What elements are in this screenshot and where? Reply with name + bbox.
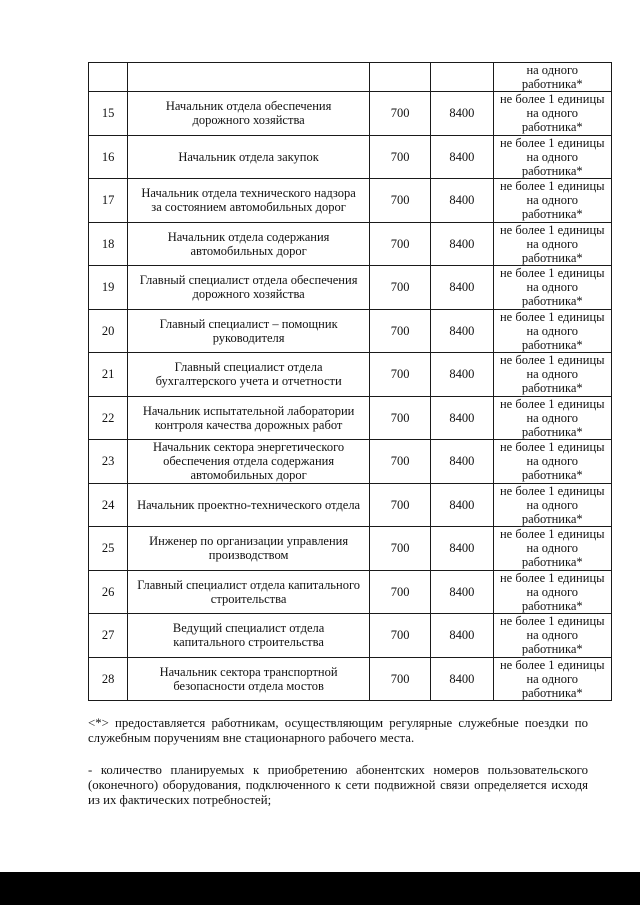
cell-position [128,527,370,571]
limit-line: не более 1 единицы [499,353,605,368]
limit-line: работника* [521,468,583,483]
cell-yearly: 8400 [431,222,493,266]
cell-cost: 700 [370,614,431,658]
position-line: Начальник сектора энергетического [153,440,345,455]
cell-limit [493,309,611,353]
notes-section [88,716,588,825]
position-line: Начальник сектора транспортной [159,664,338,679]
cell-limit [493,614,611,658]
limit-line: на одного [526,671,579,686]
cell-limit [493,570,611,614]
cell-yearly: 8400 [431,570,493,614]
limit-line: не более 1 единицы [499,396,605,411]
cell-yearly: 8400 [431,92,493,136]
table-row [89,309,612,353]
table-row [89,440,612,484]
cell-limit [493,92,611,136]
cell-yearly: 8400 [431,657,493,701]
limit-line: на одного [526,149,579,164]
cell-limit [493,440,611,484]
cell-limit [493,527,611,571]
position-line: за состоянием автомобильных дорог [151,200,346,215]
position-line: капитального строительства [173,635,324,650]
cell-limit [493,657,611,701]
table-row [89,353,612,397]
cell-position [128,222,370,266]
cell-number: 25 [89,527,128,571]
table-row-continued [89,63,612,92]
limit-line: работника* [521,511,583,526]
cell-position [128,92,370,136]
cell-yearly: 8400 [431,179,493,223]
limit-line: не более 1 единицы [499,440,605,455]
cell-number: 18 [89,222,128,266]
position-line: производством [208,548,289,563]
cell-cost: 700 [370,92,431,136]
position-line: автомобильных дорог [190,243,307,258]
position-line: Начальник отдела содержания [167,229,330,244]
limit-line: работника* [521,294,583,309]
cell-position [128,179,370,223]
cell-yearly: 8400 [431,440,493,484]
position-line: Главный специалист отдела [174,360,323,375]
limit-line: не более 1 единицы [499,135,605,150]
limit-line: работника* [521,250,583,265]
cell-number: 16 [89,135,128,179]
cell-cost: 700 [370,135,431,179]
cell-position [128,614,370,658]
limit-line: на одного [526,584,579,599]
cell-position [128,396,370,440]
cell-cost: 700 [370,657,431,701]
cell-number: 15 [89,92,128,136]
limit-line: на одного [526,628,579,643]
cell-number: 23 [89,440,128,484]
cell-cost: 700 [370,396,431,440]
cell-yearly [431,63,493,92]
cell-cost: 700 [370,527,431,571]
limit-line: не более 1 единицы [499,527,605,542]
limit-line: не более 1 единицы [499,222,605,237]
cell-yearly: 8400 [431,309,493,353]
table-row [89,527,612,571]
position-line: безопасности отдела мостов [173,678,324,693]
position-line: руководителя [212,330,285,345]
cell-cost: 700 [370,353,431,397]
cell-yearly: 8400 [431,266,493,310]
limit-line: работника* [521,381,583,396]
limit-line: работника* [521,337,583,352]
limit-line: не более 1 единицы [499,657,605,672]
position-line: обеспечения отдела содержания [163,454,335,469]
cell-yearly: 8400 [431,527,493,571]
limit-line: работника* [521,424,583,439]
cell-cost: 700 [370,440,431,484]
cell-number: 26 [89,570,128,614]
limit-line: не более 1 единицы [499,92,605,107]
cell-cost: 700 [370,483,431,527]
position-line: автомобильных дорог [190,468,307,483]
table-row [89,614,612,658]
limit-line: на одного [526,63,579,77]
cell-limit [493,63,611,92]
cell-cost: 700 [370,222,431,266]
limit-line: на одного [526,323,579,338]
limit-line: работника* [521,163,583,178]
cell-limit [493,353,611,397]
cell-number: 17 [89,179,128,223]
limit-line: на одного [526,410,579,425]
limit-line: работника* [521,555,583,570]
position-line: Ведущий специалист отдела [172,621,325,636]
limit-line: на одного [526,454,579,469]
cell-yearly: 8400 [431,483,493,527]
cell-cost: 700 [370,570,431,614]
cell-position [128,570,370,614]
cell-limit [493,179,611,223]
cell-number: 20 [89,309,128,353]
table-row [89,92,612,136]
cell-yearly: 8400 [431,396,493,440]
limit-line: на одного [526,280,579,295]
cell-number: 24 [89,483,128,527]
cell-number [89,63,128,92]
cell-number: 27 [89,614,128,658]
position-line: Начальник проектно-технического отдела [137,497,361,512]
cell-number: 22 [89,396,128,440]
cell-position [128,440,370,484]
limit-line: работника* [521,120,583,135]
norms-table [88,62,612,701]
limit-line: на одного [526,193,579,208]
position-line: дорожного хозяйства [192,113,305,128]
table-row [89,483,612,527]
footnote-text: <*> предоставляется работникам, осуществляющим регулярные служебные поездки по служебным поручениям вне стационарного рабочего места. [88,716,588,745]
cell-cost: 700 [370,266,431,310]
table-row [89,396,612,440]
limit-line: на одного [526,106,579,121]
position-line: бухгалтерского учета и отчетности [155,374,342,389]
cell-limit [493,135,611,179]
limit-line: работника* [521,598,583,613]
cell-position [128,309,370,353]
cell-yearly: 8400 [431,614,493,658]
position-line: контроля качества дорожных работ [154,417,343,432]
cell-number: 19 [89,266,128,310]
position-line: строительства [210,591,287,606]
cell-position [128,657,370,701]
norms-table-body [89,63,612,701]
cell-cost [370,63,431,92]
position-line: Начальник испытательной лаборатории [142,403,355,418]
limit-line: не более 1 единицы [499,570,605,585]
limit-line: не более 1 единицы [499,309,605,324]
position-line: Главный специалист – помощник [159,316,338,331]
table-row [89,266,612,310]
scan-bottom-edge [0,872,640,905]
cell-position [128,353,370,397]
cell-number: 21 [89,353,128,397]
cell-number: 28 [89,657,128,701]
limit-line: на одного [526,367,579,382]
cell-position [128,483,370,527]
limit-line: работника* [521,642,583,657]
table-row [89,135,612,179]
cell-limit [493,483,611,527]
cell-limit [493,222,611,266]
quantity-paragraph: - количество планируемых к приобретению абонентских номеров пользовательского (оконечного) оборудования, подключенного к сети подвижной связи определяется исходя из их фактических потребностей; [88,763,588,807]
limit-line: не более 1 единицы [499,266,605,281]
cell-limit [493,396,611,440]
table-row [89,657,612,701]
table-row [89,179,612,223]
limit-line: работника* [521,207,583,222]
limit-line: не более 1 единицы [499,483,605,498]
table-row [89,570,612,614]
limit-line: на одного [526,236,579,251]
limit-line: работника* [521,77,583,91]
limit-line: не более 1 единицы [499,179,605,194]
limit-line: на одного [526,497,579,512]
cell-cost: 700 [370,309,431,353]
position-line: Начальник отдела закупок [178,149,319,164]
cell-yearly: 8400 [431,135,493,179]
cell-yearly: 8400 [431,353,493,397]
cell-limit [493,266,611,310]
cell-position [128,266,370,310]
position-line: Начальник отдела технического надзора [141,186,356,201]
position-line: Главный специалист отдела капитального [137,577,361,592]
position-line: Главный специалист отдела обеспечения [139,273,358,288]
cell-cost: 700 [370,179,431,223]
limit-line: не более 1 единицы [499,614,605,629]
position-line: Начальник отдела обеспечения [165,99,332,114]
limit-line: на одного [526,541,579,556]
position-line: Инженер по организации управления [149,534,349,549]
cell-position [128,63,370,92]
table-row [89,222,612,266]
cell-position [128,135,370,179]
limit-line: работника* [521,685,583,700]
position-line: дорожного хозяйства [192,287,305,302]
